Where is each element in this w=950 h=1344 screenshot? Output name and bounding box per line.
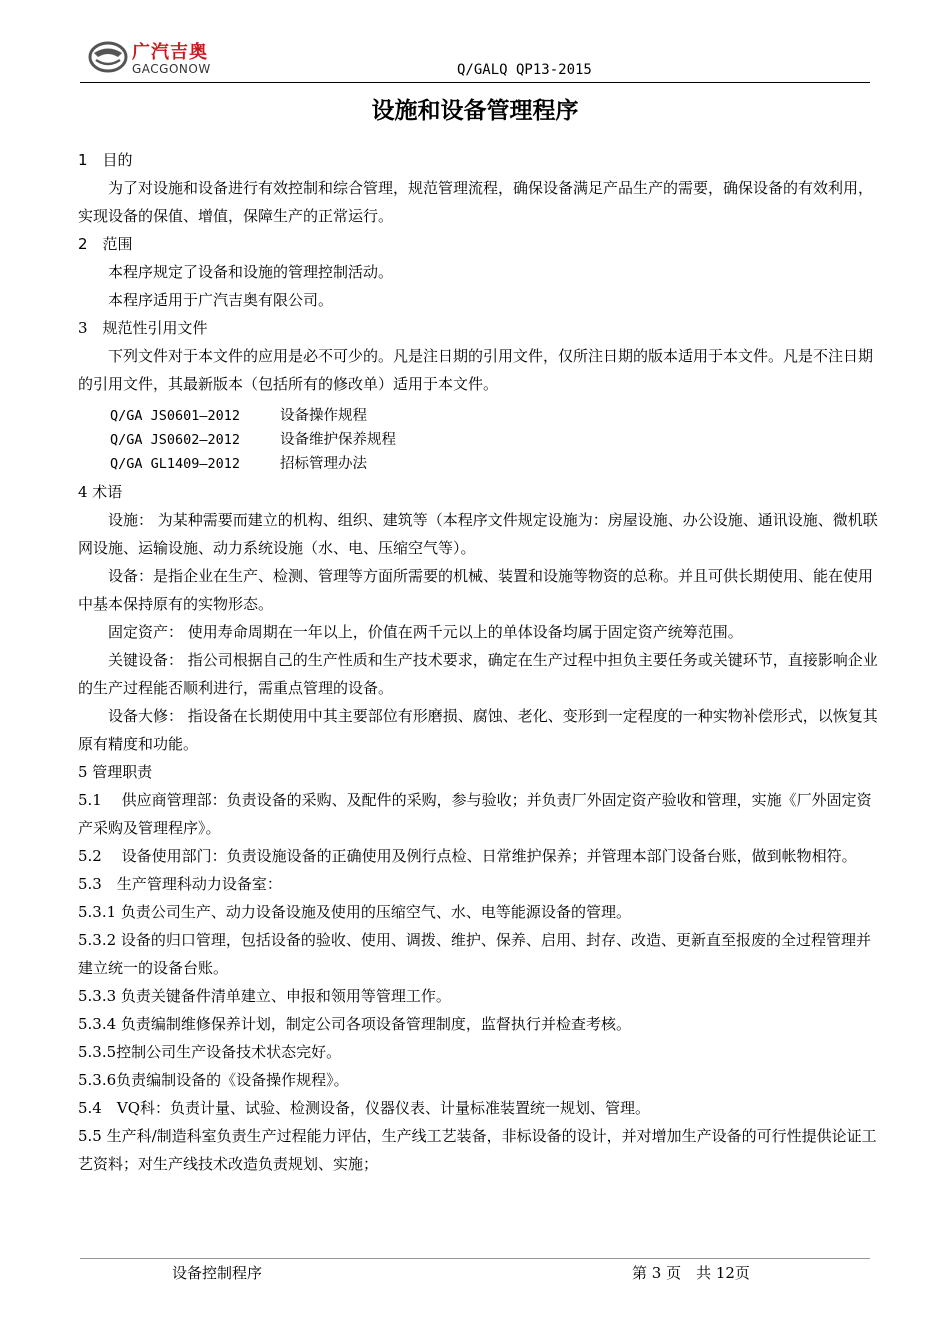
gac-emblem-icon (88, 40, 128, 74)
page-title: 设施和设备管理程序 (371, 98, 579, 124)
header-divider (80, 82, 870, 83)
logo-english-text: GACGONOW (132, 62, 211, 76)
section-heading: 1 目的 (78, 151, 133, 169)
duty-item: 5.3.4 负责编制维修保养计划，制定公司各项设备管理制度，监督执行并检查考核。 (78, 1015, 631, 1033)
section-heading: 4 术语 (78, 483, 123, 501)
footer-divider (80, 1258, 870, 1259)
section-heading: 5 管理职责 (78, 763, 153, 781)
standard-name: 招标管理办法 (280, 456, 367, 472)
company-logo (88, 36, 248, 82)
duty-item: 5.5 生产科/制造科室负责生产过程能力评估，生产线工艺装备，非标设备的设计，并对增加生产设备的可行性提供论证工艺资料；对生产线技术改造负责规划、实施； (78, 1127, 877, 1173)
paragraph: 本程序规定了设备和设施的管理控制活动。 (108, 263, 394, 281)
paragraph: 下列文件对于本文件的应用是必不可少的。凡是注日期的引用文件，仅所注日期的版本适用于本文件。凡是不注日期的引用文件，其最新版本（包括所有的修改单）适用于本文件。 (78, 347, 874, 393)
duty-item: 5.2 设备使用部门：负责设施设备的正确使用及例行点检、日常维护保养；并管理本部门设备台账，做到帐物相符。 (78, 847, 857, 865)
duty-item: 5.4 VQ科：负责计量、试验、检测设备，仪器仪表、计量标准装置统一规划、管理。 (78, 1099, 650, 1117)
document-body (78, 146, 878, 1178)
term-definition: 设施： 为某种需要而建立的机构、组织、建筑等（本程序文件规定设施为：房屋设施、办公设施、通讯设施、微机联网设施、运输设施、动力系统设施（水、电、压缩空气等）。 (78, 511, 878, 557)
standard-name: 设备操作规程 (280, 408, 367, 424)
duty-item: 5.3.3 负责关键备件清单建立、申报和领用等管理工作。 (78, 987, 451, 1005)
standard-code: Q/GA JS0601—2012 (110, 408, 241, 424)
duty-item: 5.3.1 负责公司生产、动力设备设施及使用的压缩空气、水、电等能源设备的管理。 (78, 903, 631, 921)
logo-chinese-text: 广汽吉奥 (132, 42, 208, 63)
term-definition: 关键设备： 指公司根据自己的生产性质和生产技术要求，确定在生产过程中担负主要任务或关键环节，直接影响企业的生产过程能否顺利进行，需重点管理的设备。 (78, 651, 878, 697)
term-definition: 固定资产： 使用寿命周期在一年以上，价值在两千元以上的单体设备均属于固定资产统筹范围。 (108, 623, 743, 641)
duty-item: 5.3.5控制公司生产设备技术状态完好。 (78, 1043, 342, 1061)
footer-page-number: 第 3 页 共 12页 (632, 1264, 750, 1282)
section-heading: 3 规范性引用文件 (78, 319, 208, 337)
footer-document-name: 设备控制程序 (172, 1264, 263, 1282)
standard-item (110, 428, 878, 452)
paragraph: 为了对设施和设备进行有效控制和综合管理，规范管理流程，确保设备满足产品生产的需要，确保设备的有效利用，实现设备的保值、增值，保障生产的正常运行。 (78, 179, 874, 225)
standard-code: Q/GA JS0602—2012 (110, 432, 241, 448)
standard-item (110, 404, 878, 428)
standard-name: 设备维护保养规程 (280, 432, 396, 448)
term-definition: 设备大修： 指设备在长期使用中其主要部位有形磨损、腐蚀、老化、变形到一定程度的一种实物补偿形式，以恢复其原有精度和功能。 (78, 707, 878, 753)
standards-list (78, 404, 878, 476)
document-code: Q/GALQ QP13-2015 (457, 62, 592, 78)
paragraph: 本程序适用于广汽吉奥有限公司。 (108, 291, 334, 309)
duty-item: 5.1 供应商管理部：负责设备的采购、及配件的采购，参与验收；并负责厂外固定资产验收和管理，实施《厂外固定资产采购及管理程序》。 (78, 791, 872, 837)
duty-item: 5.3 生产管理科动力设备室： (78, 875, 282, 893)
duty-item: 5.3.2 设备的归口管理，包括设备的验收、使用、调拨、维护、保养、启用、封存、改造、更新直至报废的全过程管理并建立统一的设备台账。 (78, 931, 871, 977)
term-definition: 设备：是指企业在生产、检测、管理等方面所需要的机械、装置和设施等物资的总称。并且可供长期使用、能在使用中基本保持原有的实物形态。 (78, 567, 874, 613)
duty-item: 5.3.6负责编制设备的《设备操作规程》。 (78, 1071, 349, 1089)
standard-item (110, 452, 878, 476)
standard-code: Q/GA GL1409—2012 (110, 456, 241, 472)
section-heading: 2 范围 (78, 235, 133, 253)
